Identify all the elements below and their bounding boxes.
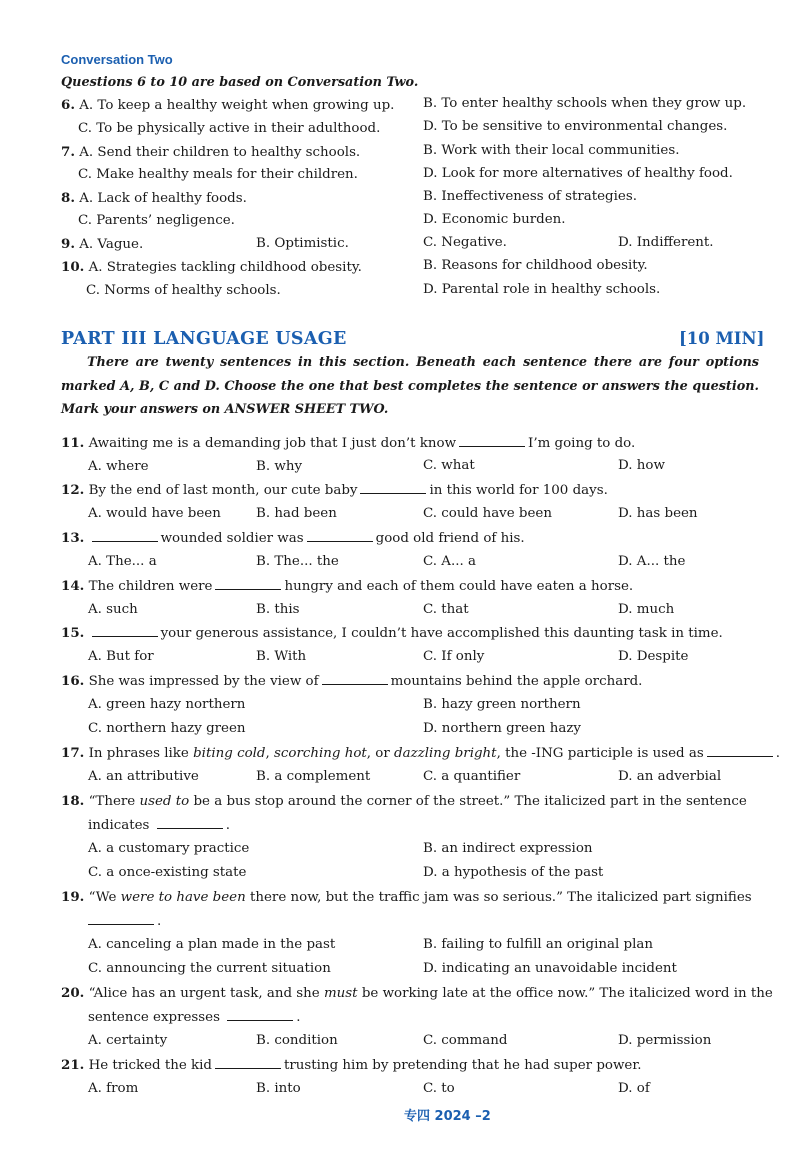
option-a: A. green hazy northern	[88, 697, 246, 712]
option-c: C. a once-existing state	[88, 865, 247, 880]
answer-blank	[215, 577, 281, 590]
option-d: D. Despite	[618, 649, 689, 664]
option-c: C. command	[423, 1033, 508, 1048]
option-c: C. could have been	[423, 506, 552, 521]
question-7-c: C. Make healthy meals for their children.	[78, 167, 358, 182]
question-19-stem: 19. “We were to have been there now, but the traffic jam was so serious.” The italicized part signifies	[61, 889, 752, 905]
option-c: C. what	[423, 458, 475, 473]
part-time: [10 MIN]	[679, 329, 765, 348]
option-d: D. has been	[618, 506, 698, 521]
question-14-stem: 14. The children were hungry and each of them could have eaten a horse.	[61, 578, 634, 594]
option-c: C. a quantifier	[423, 769, 521, 784]
option-b: B. The... the	[256, 554, 339, 569]
question-11-stem: 11. Awaiting me is a demanding job that I just don’t know I’m going to do.	[61, 435, 636, 451]
question-10-b: B. Reasons for childhood obesity.	[423, 258, 648, 273]
option-d: D. a hypothesis of the past	[423, 865, 604, 880]
question-19-stem-line2: .	[88, 912, 161, 931]
question-13-stem: 13. wounded soldier was good old friend of his.	[61, 530, 525, 546]
question-10-a: 10. A. Strategies tackling childhood obesity.	[61, 259, 362, 275]
option-a: A. But for	[88, 649, 154, 664]
option-c: C. northern hazy green	[88, 721, 246, 736]
option-c: C. A... a	[423, 554, 476, 569]
answer-blank	[322, 672, 388, 685]
question-10-d: D. Parental role in healthy schools.	[423, 282, 661, 297]
option-d: D. of	[618, 1081, 650, 1096]
question-8-b: B. Ineffectiveness of strategies.	[423, 189, 637, 204]
answer-blank	[707, 744, 773, 757]
option-a: A. canceling a plan made in the past	[88, 937, 336, 952]
question-7-d: D. Look for more alternatives of healthy food.	[423, 166, 733, 181]
question-9-c: C. Negative.	[423, 235, 507, 250]
question-18-stem: 18. “There used to be a bus stop around the corner of the street.” The italicized part in the sentence	[61, 793, 747, 809]
option-a: A. certainty	[88, 1033, 168, 1048]
page-footer: 专四 2024 –2	[404, 1109, 491, 1124]
option-d: D. how	[618, 458, 665, 473]
question-8-c: C. Parents’ negligence.	[78, 213, 235, 228]
part-instruction: There are twenty sentences in this section. Beneath each sentence there are four options marked A, B, C and D. Choose the one that best completes the sentence or answers the question. Mark your answers on ANSWER SHEET TWO.	[61, 355, 759, 417]
question-16-stem: 16. She was impressed by the view of mountains behind the apple orchard.	[61, 673, 643, 689]
answer-blank	[307, 529, 373, 542]
option-a: A. a customary practice	[88, 841, 250, 856]
option-a: A. such	[88, 602, 138, 617]
question-20-stem: 20. “Alice has an urgent task, and she must be working late at the office now.” The italicized word in the	[61, 985, 773, 1001]
option-b: B. a complement	[256, 769, 371, 784]
option-d: D. A... the	[618, 554, 686, 569]
option-d: D. much	[618, 602, 675, 617]
question-9-d: D. Indifferent.	[618, 235, 714, 250]
option-d: D. indicating an unavoidable incident	[423, 961, 677, 976]
question-6-d: D. To be sensitive to environmental changes.	[423, 119, 728, 134]
question-9-a: 9. A. Vague.	[61, 236, 144, 252]
question-9-b: B. Optimistic.	[256, 236, 349, 251]
option-b: B. why	[256, 459, 303, 474]
question-6-c: C. To be physically active in their adulthood.	[78, 121, 381, 136]
option-c: C. If only	[423, 649, 485, 664]
question-21-stem: 21. He tricked the kid trusting him by pretending that he had super power.	[61, 1057, 642, 1073]
answer-blank	[227, 1008, 293, 1021]
question-15-stem: 15. your generous assistance, I couldn’t have accomplished this daunting task in time.	[61, 625, 723, 641]
question-10-c: C. Norms of healthy schools.	[86, 283, 281, 298]
answer-blank	[215, 1056, 281, 1069]
option-b: B. condition	[256, 1033, 338, 1048]
option-d: D. an adverbial	[618, 769, 722, 784]
answer-blank	[360, 481, 426, 494]
option-c: C. to	[423, 1081, 455, 1096]
option-a: A. an attributive	[88, 769, 199, 784]
question-8-d: D. Economic burden.	[423, 212, 566, 227]
option-b: B. With	[256, 649, 307, 664]
option-b: B. into	[256, 1081, 301, 1096]
option-d: D. northern green hazy	[423, 721, 582, 736]
part-title: PART III LANGUAGE USAGE	[61, 329, 347, 349]
question-18-stem-line2: indicates .	[88, 818, 230, 833]
option-b: B. failing to fulfill an original plan	[423, 937, 653, 952]
answer-blank	[92, 529, 158, 542]
question-20-stem-line2: sentence expresses .	[88, 1010, 301, 1025]
conversation-title: Conversation Two	[61, 52, 173, 67]
answer-blank	[88, 912, 154, 925]
option-a: A. would have been	[88, 506, 221, 521]
option-b: B. an indirect expression	[423, 841, 593, 856]
option-a: A. The... a	[88, 554, 157, 569]
option-a: A. from	[88, 1081, 139, 1096]
option-b: B. hazy green northern	[423, 697, 581, 712]
option-d: D. permission	[618, 1033, 712, 1048]
answer-blank	[92, 624, 158, 637]
question-7-a: 7. A. Send their children to healthy schools.	[61, 144, 361, 160]
option-c: C. that	[423, 602, 469, 617]
option-c: C. announcing the current situation	[88, 961, 331, 976]
option-b: B. this	[256, 602, 300, 617]
question-6-a: 6. A. To keep a healthy weight when growing up.	[61, 97, 395, 113]
answer-blank	[157, 816, 223, 829]
answer-blank	[459, 434, 525, 447]
question-8-a: 8. A. Lack of healthy foods.	[61, 190, 247, 206]
question-6-b: B. To enter healthy schools when they grow up.	[423, 96, 747, 111]
conversation-instruction: Questions 6 to 10 are based on Conversation Two.	[61, 75, 419, 90]
question-7-b: B. Work with their local communities.	[423, 143, 680, 158]
option-a: A. where	[88, 459, 149, 474]
option-b: B. had been	[256, 506, 337, 521]
question-17-stem: 17. In phrases like biting cold, scorching hot, or dazzling bright, the -ING participle is used as .	[61, 745, 780, 761]
question-12-stem: 12. By the end of last month, our cute baby in this world for 100 days.	[61, 482, 608, 498]
